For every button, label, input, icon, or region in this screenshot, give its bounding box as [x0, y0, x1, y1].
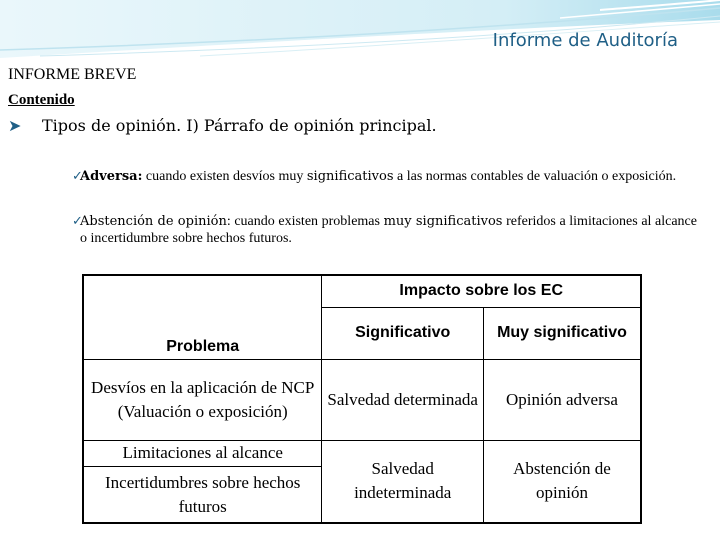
bullet-adverse-post: a las normas contables de valuación o exposición.	[393, 169, 677, 184]
cell-abstention: Abstención de opinión	[483, 440, 641, 523]
bullet-abstention-pre: : cuando existen problemas	[226, 214, 384, 229]
check-icon: ✓	[72, 214, 83, 229]
table-title: Impacto sobre los EC	[322, 275, 641, 307]
check-icon: ✓	[72, 169, 83, 184]
bullet-abstention-post: referidos a limitaciones al alcance o incertidumbre sobre hechos futuros.	[80, 214, 697, 246]
table-blank-cell	[83, 275, 322, 307]
bullet-abstention-emphasis: muy significativos	[383, 214, 503, 229]
bullet-adverse-pre: cuando existen desvíos muy	[142, 169, 307, 184]
cell-adverse-opinion: Opinión adversa	[483, 360, 641, 441]
slide-title: Informe de Auditoría	[492, 30, 678, 51]
row-uncertainties: Incertidumbres sobre hechos futuros	[83, 467, 322, 523]
bullet-abstention-term: Abstención de opinión	[80, 214, 227, 229]
bullet-adverse	[72, 168, 697, 185]
main-bullet-text: Tipos de opinión. I) Párrafo de opinión principal.	[42, 116, 437, 135]
row-deviations: Desvíos en la aplicación de NCP (Valuación o exposición)	[83, 360, 322, 441]
bullet-abstention	[72, 213, 697, 247]
header-very-significant: Muy significativo	[483, 307, 641, 359]
cell-undetermined-qualification: Salvedad indeterminada	[322, 440, 484, 523]
header-problem: Problema	[83, 307, 322, 359]
bullet-adverse-term: Adversa:	[80, 169, 143, 184]
cell-determined-qualification: Salvedad determinada	[322, 360, 484, 441]
row-limitations: Limitaciones al alcance	[83, 440, 322, 466]
impact-table	[82, 274, 642, 524]
arrow-bullet-icon: ➤	[8, 116, 22, 135]
report-name: INFORME BREVE	[8, 66, 137, 83]
contents-label: Contenido	[8, 92, 75, 108]
header-significant: Significativo	[322, 307, 484, 359]
bullet-adverse-emphasis: significativos	[306, 169, 394, 184]
